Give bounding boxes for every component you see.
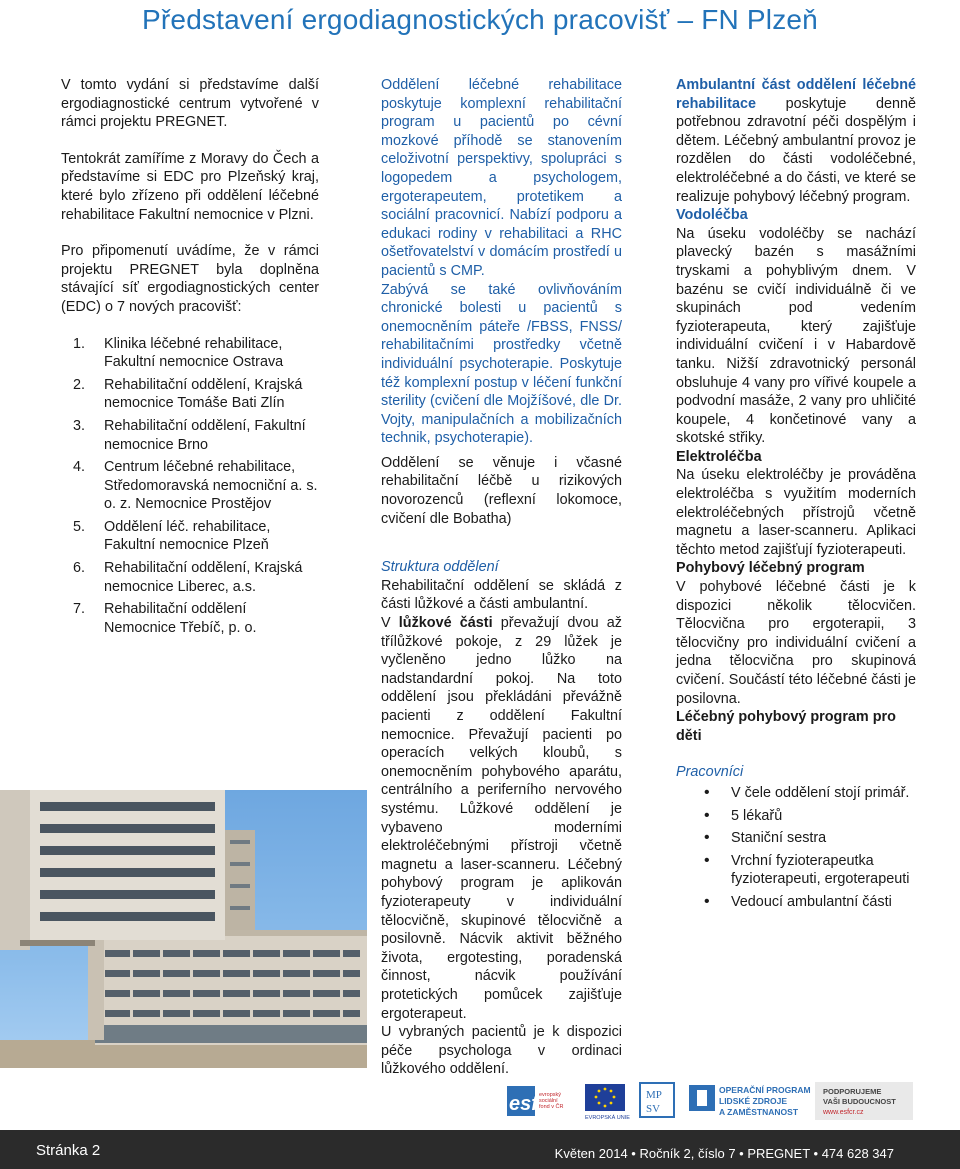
department-paragraph-1: Oddělení léčebné rehabilitace poskytuje komplexní rehabilitační program u pacientů po cévní mozkové příhodě se stanovením celoživotní perspektivy, spolupráci s logopedem a psychologem, ergoterapeutem, protetikem a sociální pracovnicí. Nabízí podporu a edukaci rodiny v rehabilitaci a RHC ošetřovatelství v domácím prostředí u pacientů s CMP. [381, 77, 622, 279]
svg-text:LIDSKÉ ZDROJE: LIDSKÉ ZDROJE [719, 1096, 788, 1106]
structure-paragraph-3: U vybraných pacientů je k dispozici péče psychologa v ordinaci lůžkového oddělení. [381, 1024, 622, 1078]
list-number: 1. [73, 335, 86, 352]
svg-text:OPERAČNÍ PROGRAM: OPERAČNÍ PROGRAM [719, 1085, 811, 1095]
list-item [61, 518, 319, 555]
page-number: Stránka 2 [36, 1142, 101, 1159]
movement-program-text: V pohybové léčebné části je k dispozici několik tělocvičen. Tělocvična pro ergoterapii, 3 tělocvičny pro individuální cvičení a jedna tělocvična pro skupinová cvičení. Součástí této léčebné části je posilovna. [676, 579, 916, 707]
column-department [381, 76, 622, 1079]
list-number: 4. [73, 459, 86, 476]
hospital-building-photo [0, 790, 367, 1068]
list-text: Rehabilitační oddělení, Fakultní nemocnice Brno [104, 417, 306, 453]
list-item: • Vedoucí ambulantní části [676, 893, 916, 912]
issue-info: Květen 2014 • Ročník 2, číslo 7 • PREGNET • 474 628 347 [554, 1146, 894, 1161]
electrotherapy-heading: Elektroléčba [676, 448, 762, 465]
list-text: Rehabilitační oddělení, Krajská nemocnice Liberec, a.s. [104, 560, 303, 595]
svg-text:EVROPSKÁ UNIE: EVROPSKÁ UNIE [585, 1115, 630, 1121]
svg-text:MP: MP [646, 1089, 662, 1101]
staff-list [676, 784, 916, 912]
list-item [61, 376, 319, 413]
list-number: 6. [73, 560, 86, 577]
svg-text:evropskýsociálnífond v ČR: evropský sociální fond v ČR [539, 1092, 564, 1110]
list-text: Centrum léčebné rehabilitace, Středomoravská nemocniční a. s. o. z. Nemocnice Prostějov [104, 459, 318, 513]
svg-text:esf: esf [509, 1093, 538, 1115]
intro-paragraph-2: Tentokrát zamíříme z Moravy do Čech a představíme si EDC pro Plzeňský kraj, které bylo zřízeno při oddělení léčebné rehabilitace Fakultní nemocnice v Plzni. [61, 150, 319, 223]
list-number: 7. [73, 601, 86, 618]
list-item [61, 600, 319, 637]
department-paragraph-3: Oddělení se věnuje i včasné rehabilitační léčbě u rizikových novorozenců (reflexní lokomoce, cvičení dle Bobatha) [381, 454, 622, 527]
svg-text:VAŠI BUDOUCNOST: VAŠI BUDOUCNOST [823, 1097, 896, 1106]
electrotherapy-text: Na úseku elektroléčby je prováděna elektroléčba s využitím moderních elektroléčebných přístrojů včetně magnetu a laser-scanneru. Aplikaci těchto metod zajišťují fyzioterapeuti. [676, 467, 916, 558]
list-item: • Vrchní fyzioterapeutka fyzioterapeuti, ergoterapeuti [676, 852, 916, 889]
column-outpatient [676, 76, 916, 916]
sponsor-logos [505, 1080, 915, 1122]
svg-text:www.esfcr.cz: www.esfcr.cz [823, 1109, 864, 1116]
department-paragraph-2: Zabývá se také ovlivňováním chronické bolesti u pacientů s onemocněním páteře /FBSS, FNSS/ rehabilitačními prostředky včetně individuální psychoterapie. Poskytuje též komplexní postup v léčení funkční sterility (cvičení dle Mojžíšové, dle Dr. Vojty, manipulačních a mobilizačních technik, psychoterapie). [381, 281, 622, 447]
outpatient-heading: Ambulantní část oddělení léčebné rehabilitace [676, 77, 916, 112]
list-item [61, 417, 319, 454]
children-program-heading: Léčebný pohybový program pro děti [676, 709, 896, 744]
structure-paragraph-1: Rehabilitační oddělení se skládá z části lůžkové a části ambulantní. [381, 577, 622, 613]
list-text: Rehabilitační oddělení, Krajská nemocnice Tomáše Bati Zlín [104, 376, 303, 412]
svg-text:SV: SV [646, 1103, 661, 1115]
intro-paragraph-3: Pro připomenutí uvádíme, že v rámci projektu PREGNET byla doplněna stávající síť ergodiagnostických center (EDC) o 7 nových pracovišť: [61, 243, 319, 315]
staff-heading: Pracovníci [676, 764, 744, 781]
eu-flag-logo [585, 1084, 630, 1121]
list-item [61, 458, 319, 514]
svg-text:PODPORUJEME: PODPORUJEME [823, 1087, 882, 1096]
outpatient-paragraph: Ambulantní část oddělení léčebné rehabilitace poskytuje denně potřebnou zdravotní péči dospělým i dětem. Léčebný ambulantní provoz je rozdělen do části vodoléčebné, elektroléčebné a do části, ve které se realizuje pohybový léčebný program. [676, 77, 916, 205]
page-title: Představení ergodiagnostických pracovišť – FN Plzeň [142, 4, 818, 35]
movement-program-heading: Pohybový léčebný program [676, 560, 865, 577]
hydrotherapy-text: Na úseku vodoléčby se nachází plavecký bazén s masážními tryskami a pohyblivým dnem. V bazénu se cvičí individuálně či ve skupinách pod vedením fyzioterapeuta, který zajišťuje individuální cvičení i v Habardově tanku. Nižší zdravotnický personál obsluhuje 4 vany pro vířivé koupele a podvodní masáže, 2 vany pro uhličité koupele, 4 končetinové vany a skotské střiky. [676, 225, 916, 447]
list-item [61, 559, 319, 596]
list-text: Rehabilitační oddělení Nemocnice Třebíč, p. o. [104, 601, 257, 636]
esf-logo [507, 1086, 563, 1116]
structure-paragraph-2: V lůžkové části převažují dvou až třílůžkové pokoje, z 29 lůžek je vyčleněno jedno lůžko na nadstandardní pokoj. Na toto oddělení jsou překládáni převážně pacienti z oddělení Fakultní nemocnice. Převažují pacienti po operacích velkých kloubů, s onemocněním pohybového aparátu, centrálního a periferního nervového systému. Lůžkové oddělení je vybaveno moderními elektroléčebnými přístroji včetně magnetu a laser-scanneru. Léčebný pohybový program je aplikován fyzioterapeuty v individuální tělocvičně, skupinové tělocvičně a posilovně. Nácvik aktivit běžného života, ergotesting, poradenská činnost, nácvik používání protetických pomůcek zajišťuje ergoterapeut. [381, 615, 622, 1022]
list-item: • V čele oddělení stojí primář. [676, 784, 916, 803]
svg-text:A ZAMĚSTNANOST: A ZAMĚSTNANOST [719, 1107, 799, 1117]
list-number: 3. [73, 417, 86, 434]
workplace-list [61, 335, 319, 638]
mpsv-logo [640, 1083, 674, 1117]
list-text: Oddělení léč. rehabilitace, Fakultní nemocnice Plzeň [104, 518, 271, 554]
operational-programme-logo [689, 1084, 811, 1117]
hydrotherapy-heading: Vodoléčba [676, 207, 748, 224]
column-intro [61, 76, 319, 641]
list-number: 2. [73, 376, 86, 393]
list-number: 5. [73, 518, 86, 535]
inpatient-part-label: lůžkové části [398, 615, 493, 632]
structure-heading: Struktura oddělení [381, 559, 499, 576]
list-item: • Staniční sestra [676, 829, 916, 848]
list-item [61, 335, 319, 372]
intro-paragraph-1: V tomto vydání si představíme další ergodiagnostické centrum vytvořené v rámci projektu PREGNET. [61, 77, 319, 131]
list-item: • 5 lékařů [676, 807, 916, 826]
building-illustration [0, 790, 367, 1068]
list-text: Klinika léčebné rehabilitace, Fakultní nemocnice Ostrava [104, 335, 284, 371]
support-logo [815, 1082, 913, 1120]
